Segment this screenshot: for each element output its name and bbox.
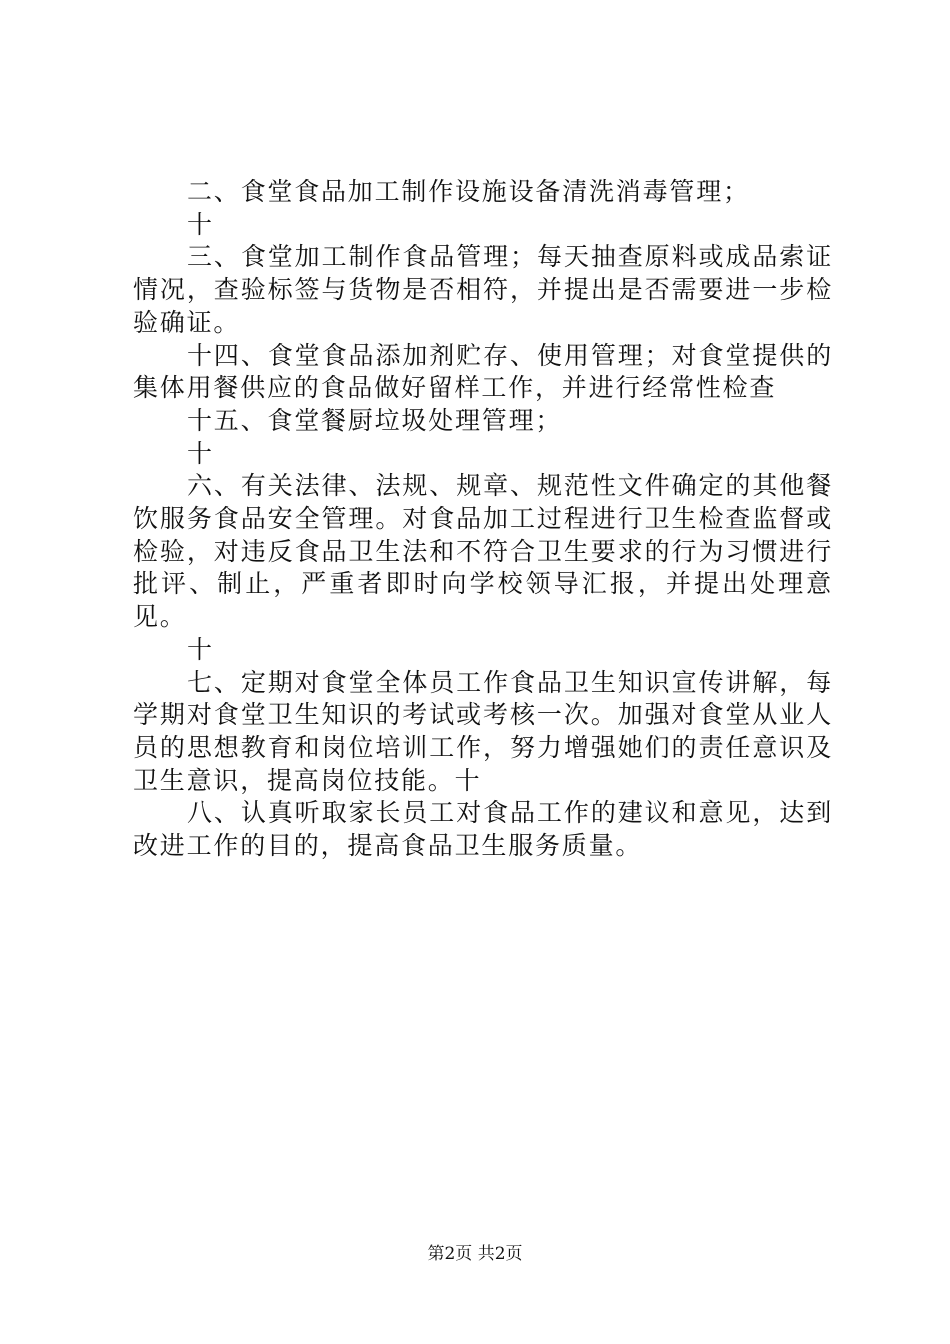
- paragraph: 三、食堂加工制作食品管理；每天抽查原料或成品索证情况，查验标签与货物是否相符，并提出是否需要进一步检验确证。: [133, 242, 833, 337]
- paragraph: 十五、食堂餐厨垃圾处理管理；: [187, 405, 563, 435]
- paragraph: 二、食堂食品加工制作设施设备清洗消毒管理；: [187, 177, 750, 206]
- paragraph: 十: [187, 209, 214, 239]
- paragraph: 七、定期对食堂全体员工作食品卫生知识宣传讲解，每学期对食堂卫生知识的考试或考核一次。加强对食堂从业人员的思想教育和岗位培训工作，努力增强她们的责任意识及卫生意识，提高岗位技能。十: [133, 667, 833, 795]
- paragraph: 六、有关法律、法规、规章、规范性文件确定的其他餐饮服务食品安全管理。对食品加工过程进行卫生检查监督或检验，对违反食品卫生法和不符合卫生要求的行为习惯进行批评、制止，严重者即时向学校领导汇报，并提出处理意见。: [133, 471, 833, 632]
- paragraph: 八、认真听取家长员工对食品工作的建议和意见，达到改进工作的目的，提高食品卫生服务质量。: [133, 798, 833, 861]
- paragraph: 十: [187, 438, 214, 468]
- document-body: [133, 176, 833, 863]
- paragraph: 十: [187, 634, 214, 664]
- paragraph: 十四、食堂食品添加剂贮存、使用管理；对食堂提供的集体用餐供应的食品做好留样工作，并进行经常性检查: [133, 340, 833, 403]
- page-footer: [0, 1243, 950, 1265]
- page-number-label: 第2页 共2页: [427, 1244, 523, 1264]
